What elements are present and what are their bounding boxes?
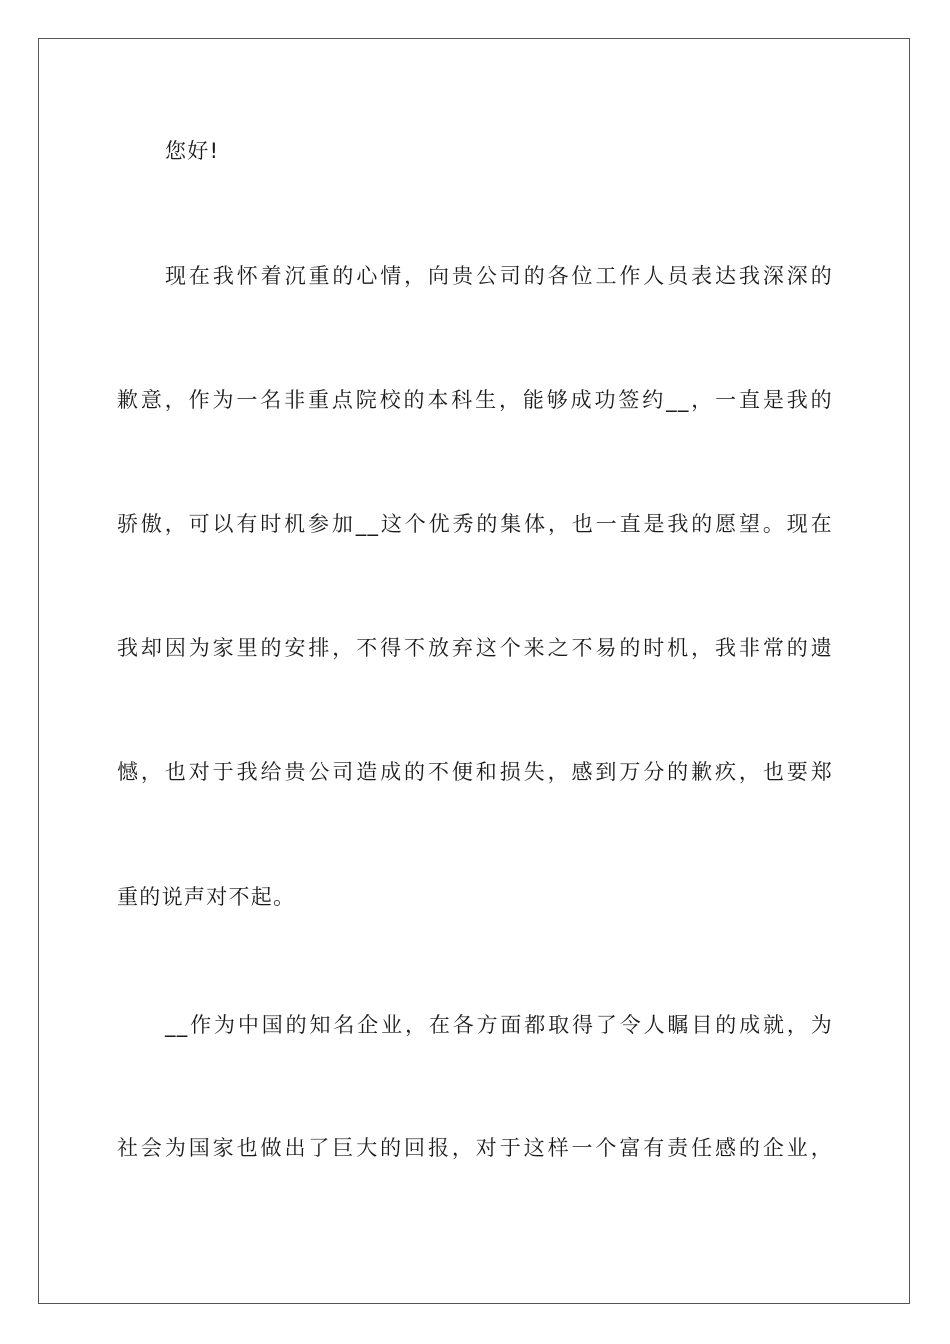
greeting: 您好!	[165, 139, 220, 163]
paragraph-1-line-1: 现在我怀着沉重的心情，向贵公司的各位工作人员表达我深深的	[165, 264, 833, 288]
paragraph-1-line-6: 重的说声对不起。	[117, 885, 296, 909]
paragraph-1-line-4: 我却因为家里的安排，不得不放弃这个来之不易的时机，我非常的遗	[117, 636, 833, 660]
paragraph-2-line-2: 社会为国家也做出了巨大的回报，对于这样一个富有责任感的企业，	[117, 1136, 833, 1160]
paragraph-2-line-1: __作为中国的知名企业，在各方面都取得了令人瞩目的成就，为	[165, 1013, 833, 1037]
paragraph-1-line-5: 憾，也对于我给贵公司造成的不便和损失，感到万分的歉疚，也要郑	[117, 760, 833, 784]
page-border	[38, 38, 910, 1304]
paragraph-1-line-3: 骄傲，可以有时机参加__这个优秀的集体，也一直是我的愿望。现在	[117, 512, 833, 536]
paragraph-1-line-2: 歉意，作为一名非重点院校的本科生，能够成功签约__，一直是我的	[117, 388, 833, 412]
